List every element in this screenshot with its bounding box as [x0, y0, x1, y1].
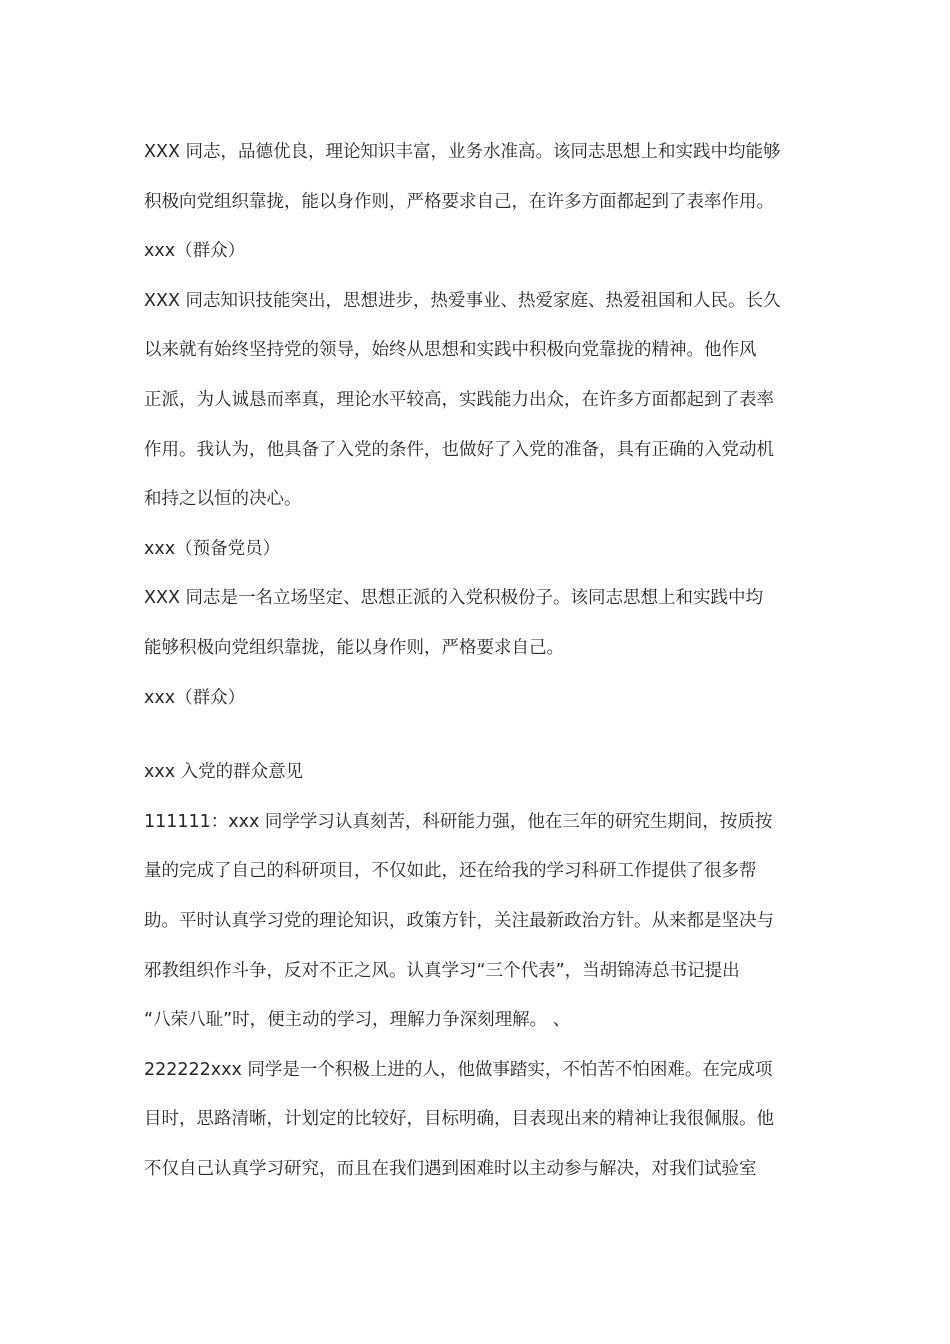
- text-line: 作用。我认为，他具备了入党的条件，也做好了入党的准备，具有正确的入党动机: [144, 439, 774, 460]
- text-line: 222222xxx 同学是一个积极上进的人，他做事踏实，不怕苦不怕困难。在完成项: [144, 1059, 773, 1080]
- opinion-paragraph-4: [144, 798, 814, 1046]
- opinion-paragraph-3: [144, 574, 814, 673]
- text-line: XXX 同志知识技能突出，思想进步，热爱事业、热爱家庭、热爱祖国和人民。长久: [144, 290, 781, 311]
- text-line: 以来就有始终坚持党的领导，始终从思想和实践中积极向党靠拢的精神。他作风: [144, 340, 757, 361]
- signer-label: xxx（群众）: [144, 241, 246, 262]
- text-line: 邪教组织作斗争，反对不正之风。认真学习“三个代表”，当胡锦涛总书记提出: [144, 960, 740, 981]
- section-title: xxx 入党的群众意见: [144, 762, 304, 783]
- text-line: 111111：xxx 同学学习认真刻苦，科研能力强，他在三年的研究生期间，按质按: [144, 811, 773, 832]
- text-line: XXX 同志，品德优良，理论知识丰富，业务水准高。该同志思想上和实践中均能够: [144, 142, 781, 162]
- text-line: 和持之以恒的决心。: [144, 489, 302, 510]
- text-line: 积极向党组织靠拢，能以身作则，严格要求自己，在许多方面都起到了表率作用。: [144, 191, 774, 212]
- signer-label: xxx（预备党员）: [144, 538, 281, 559]
- text-line: XXX 同志是一名立场坚定、思想正派的入党积极份子。该同志思想上和实践中均: [144, 588, 764, 609]
- text-line: 助。平时认真学习党的理论知识，政策方针，关注最新政治方针。从来都是坚决与: [144, 910, 774, 931]
- document-content: [144, 128, 814, 1194]
- text-line: 能够积极向党组织靠拢，能以身作则，严格要求自己。: [144, 637, 564, 658]
- opinion-paragraph-2: [144, 277, 814, 525]
- text-line: 量的完成了自己的科研项目，不仅如此，还在给我的学习科研工作提供了很多帮: [144, 861, 757, 882]
- section-spacer: [144, 723, 814, 748]
- text-line: 目时，思路清晰，计划定的比较好，目标明确，目表现出来的精神让我很佩服。他: [144, 1109, 774, 1130]
- text-line: 不仅自己认真学习研究，而且在我们遇到困难时以主动参与解决，对我们试验室: [144, 1158, 757, 1179]
- signer-label: xxx（群众）: [144, 687, 246, 708]
- text-line: 正派，为人诚恳而率真，理论水平较高，实践能力出众，在许多方面都起到了表率: [144, 389, 774, 410]
- opinion-paragraph-5: [144, 1046, 814, 1195]
- text-line: “八荣八耻”时，便主动的学习，理解力争深刻理解。 、: [144, 1010, 571, 1031]
- opinion-paragraph-1: [144, 128, 814, 227]
